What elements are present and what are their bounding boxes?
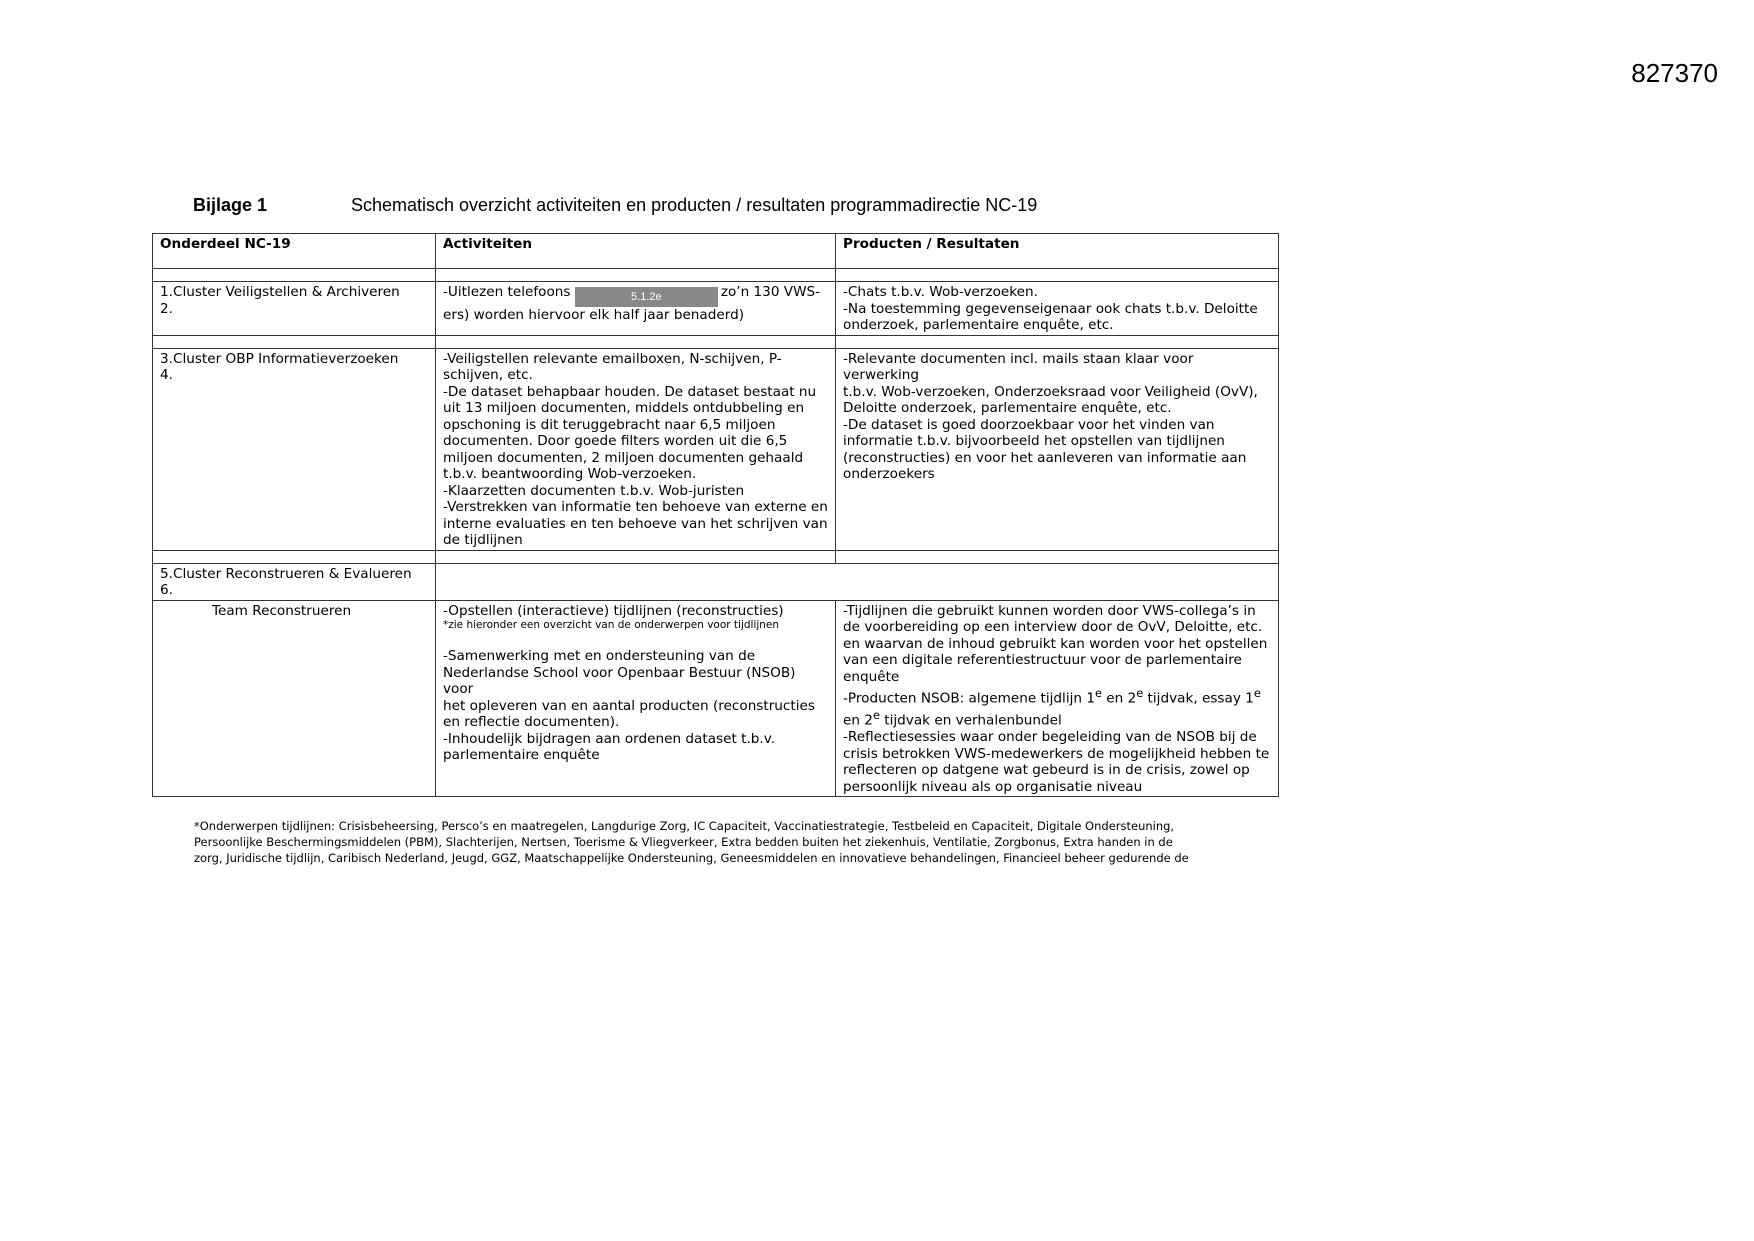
line-spacer	[443, 632, 828, 648]
activity-text: zo’n 130 VWS-	[720, 284, 821, 300]
result-line: -Na toestemming gegevenseigenaar ook chats t.b.v. Deloitte	[843, 300, 1258, 317]
activity-line: -Samenwerking met en ondersteuning van de	[443, 648, 756, 664]
activity-line: parlementaire enquête	[443, 747, 600, 763]
activity-line: -Veiligstellen relevante emailboxen, N-schijven, P-	[443, 350, 782, 367]
activity-line: uit 13 miljoen documenten, middels ontdubbeling en	[443, 400, 805, 416]
table-header-row	[153, 234, 1279, 269]
activity-line: opschoning is dit teruggebracht naar 6,5 miljoen	[443, 416, 776, 433]
result-line: onderzoekers	[843, 466, 935, 482]
activity-text: -Uitlezen telefoons	[443, 284, 571, 300]
overview-table	[152, 233, 1279, 797]
annex-label: Bijlage 1	[193, 195, 268, 215]
table-row	[153, 600, 1279, 797]
activities-cell	[436, 348, 836, 550]
result-line: en waarvan de inhoud gebruikt kan worden voor het opstellen	[843, 635, 1268, 652]
results-cell	[836, 348, 1279, 550]
result-line: Deloitte onderzoek, parlementaire enquête, etc.	[843, 400, 1172, 416]
table-spacer-row	[153, 269, 1279, 282]
activity-line: documenten. Door goede filters worden uit die 6,5	[443, 433, 788, 449]
footnote-line: Persoonlijke Beschermingsmiddelen (PBM), Slachterijen, Nertsen, Toerisme & Vliegverkeer, Extra bedden buiten het ziekenhuis, Ventilatie, Zorgbonus, Extra handen in de	[194, 835, 1173, 849]
result-line: van een digitale referentiestructuur voor de parlementaire	[843, 652, 1242, 668]
footnote	[194, 818, 1274, 866]
document-id: 827370	[1631, 58, 1718, 88]
activity-line	[443, 284, 828, 307]
header-results: Producten / Resultaten	[836, 234, 1279, 269]
activity-line: -Klaarzetten documenten t.b.v. Wob-juristen	[443, 482, 745, 499]
activity-line: t.b.v. beantwoording Wob-verzoeken.	[443, 466, 697, 482]
result-line: -Tijdlijnen die gebruikt kunnen worden door VWS-collega’s in	[843, 602, 1256, 619]
unit-line: Team Reconstrueren	[212, 602, 352, 619]
empty-merged-cell	[436, 563, 1279, 600]
activity-line: het opleveren van en aantal producten (reconstructies	[443, 697, 815, 714]
result-line: -Chats t.b.v. Wob-verzoeken.	[843, 284, 1038, 300]
result-text: -Producten NSOB: algemene tijdlijn 1	[843, 690, 1095, 707]
header-unit: Onderdeel NC-19	[153, 234, 436, 269]
result-line: -Relevante documenten incl. mails staan klaar voor verwerking	[843, 350, 1194, 383]
activity-line: -Opstellen (interactieve) tijdlijnen (reconstructies)	[443, 602, 784, 619]
result-text: en 2	[1101, 690, 1137, 707]
activity-line: de tijdlijnen	[443, 532, 523, 548]
activity-line: en reflectie documenten).	[443, 714, 620, 730]
superscript: e	[1253, 686, 1261, 700]
activity-line: ers) worden hiervoor elk half jaar benaderd)	[443, 307, 745, 323]
activity-line: miljoen documenten, 2 miljoen documenten gehaald	[443, 449, 804, 466]
unit-line: 2.	[160, 300, 173, 317]
activity-line: -Inhoudelijk bijdragen aan ordenen dataset t.b.v.	[443, 730, 776, 747]
unit-line: 4.	[160, 367, 173, 383]
superscript: e	[872, 708, 880, 723]
results-cell	[836, 600, 1279, 797]
result-line: persoonlijk niveau als op organisatie niveau	[843, 778, 1143, 795]
activity-note: *zie hieronder een overzicht van de onderwerpen voor tijdlijnen	[443, 619, 780, 631]
unit-line: 3.Cluster OBP Informatieverzoeken	[160, 350, 399, 367]
table-row	[153, 348, 1279, 550]
result-line: reflecteren op datgene wat gebeurd is in de crisis, zowel op	[843, 762, 1250, 779]
activities-cell	[436, 600, 836, 797]
superscript: e	[1136, 686, 1144, 700]
result-line	[843, 707, 1271, 729]
result-line: de voorbereiding op een interview door de OvV, Deloitte, etc.	[843, 619, 1263, 635]
footnote-line: *Onderwerpen tijdlijnen: Crisisbeheersing, Persco’s en maatregelen, Langdurige Zorg, IC Capaciteit, Vaccinatiestrategie, Testbeleid en Capaciteit, Digitale Ondersteuning,	[194, 819, 1175, 833]
unit-cell	[153, 282, 436, 336]
header-activities: Activiteiten	[436, 234, 836, 269]
result-line: onderzoek, parlementaire enquête, etc.	[843, 317, 1114, 333]
table-row	[153, 282, 1279, 336]
activity-line: schijven, etc.	[443, 367, 533, 383]
result-line: -Reflectiesessies waar onder begeleiding van de NSOB bij de	[843, 729, 1257, 746]
activity-line: -De dataset behapbaar houden. De dataset bestaat nu	[443, 383, 817, 400]
result-text: tijdvak en verhalenbundel	[879, 712, 1062, 729]
unit-line: 5.Cluster Reconstrueren & Evalueren	[160, 565, 412, 582]
unit-line: 1.Cluster Veiligstellen & Archiveren	[160, 284, 400, 300]
unit-line: 6.	[160, 582, 173, 598]
result-line: (reconstructies) en voor het aanleveren van informatie aan	[843, 449, 1247, 466]
result-line: enquête	[843, 668, 900, 685]
superscript: e	[1094, 686, 1102, 700]
unit-cell	[153, 600, 436, 797]
result-line	[843, 685, 1271, 707]
unit-cell	[153, 563, 436, 600]
results-cell	[836, 282, 1279, 336]
table-spacer-row	[153, 550, 1279, 563]
result-line: crisis betrokken VWS-medewerkers de mogelijkheid hebben te	[843, 745, 1270, 762]
activities-cell	[436, 282, 836, 336]
annex-title: Schematisch overzicht activiteiten en producten / resultaten programmadirectie NC-19	[351, 195, 1038, 215]
activity-line: -Verstrekken van informatie ten behoeve van externe en	[443, 499, 828, 515]
redaction-box: 5.1.2e	[575, 287, 718, 307]
result-line: informatie t.b.v. bijvoorbeeld het opstellen van tijdlijnen	[843, 433, 1225, 449]
result-line: -De dataset is goed doorzoekbaar voor het vinden van	[843, 416, 1215, 433]
activity-line: interne evaluaties en ten behoeve van het schrijven van	[443, 515, 828, 532]
table-spacer-row	[153, 335, 1279, 348]
activity-line: Nederlandse School voor Openbaar Bestuur (NSOB) voor	[443, 664, 796, 697]
footnote-line: zorg, Juridische tijdlijn, Caribisch Nederland, Jeugd, GGZ, Maatschappelijke Ondersteuning, Geneesmiddelen en innovatieve behandelingen, Financieel beheer gedurende de	[194, 851, 1189, 865]
unit-cell	[153, 348, 436, 550]
table-row	[153, 563, 1279, 600]
result-line: t.b.v. Wob-verzoeken, Onderzoeksraad voor Veiligheid (OvV),	[843, 383, 1258, 400]
result-text: en 2	[843, 712, 873, 729]
result-text: tijdvak, essay 1	[1143, 690, 1254, 707]
